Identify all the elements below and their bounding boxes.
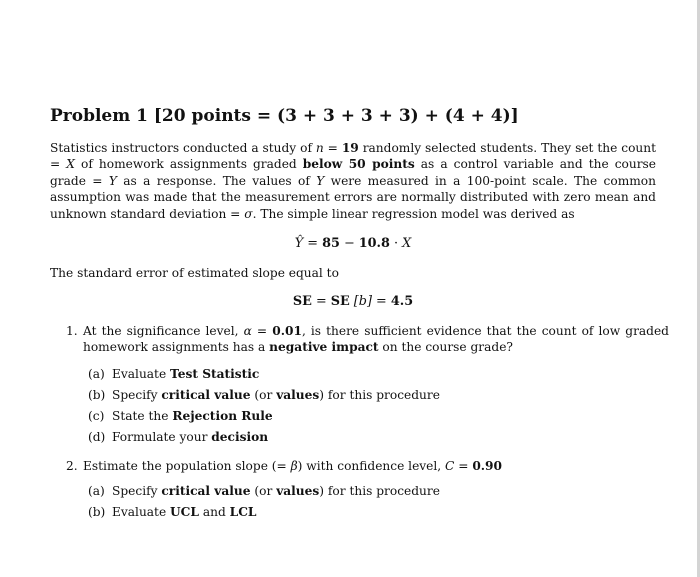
q1-item-b: (b) Specify critical value (or values) for this procedure <box>88 388 440 402</box>
problem-title: Problem 1 [20 points = (3 + 3 + 3 + 3) + (4 + 4)] <box>50 106 519 126</box>
q1-item-c: (c) State the Rejection Rule <box>88 409 273 423</box>
standard-error-equation: SE = SE [b] = 4.5 <box>292 294 414 309</box>
q2-item-a: (a) Specify critical value (or values) for this procedure <box>88 484 440 498</box>
q2-item-b: (b) Evaluate UCL and LCL <box>88 505 257 519</box>
intro-paragraph: Statistics instructors conducted a study of n = 19 randomly selected students. They set the count = X of homework assignments graded below 50 points as a control variable and the course grade = Y as a response. The values of Y were measured in a 100-point scale. The common assumption was made that the measurement errors are normally distributed with zero mean and unknown standard deviation = σ. The simple linear regression model was derived as <box>50 141 657 221</box>
question-1: 1. At the significance level, α = 0.01, is there sufficient evidence that the count of low graded homework assignments has a negative impact on the course grade? <box>66 324 669 355</box>
q1-item-a: (a) Evaluate Test Statistic <box>88 367 260 381</box>
se-sentence: The standard error of estimated slope equal to <box>50 266 339 280</box>
q1-item-d: (d) Formulate your decision <box>88 430 269 444</box>
regression-equation: Ŷ = 85 − 10.8 · X <box>294 236 412 251</box>
question-2: 2. Estimate the population slope (= β) with confidence level, C = 0.90 <box>66 459 503 473</box>
